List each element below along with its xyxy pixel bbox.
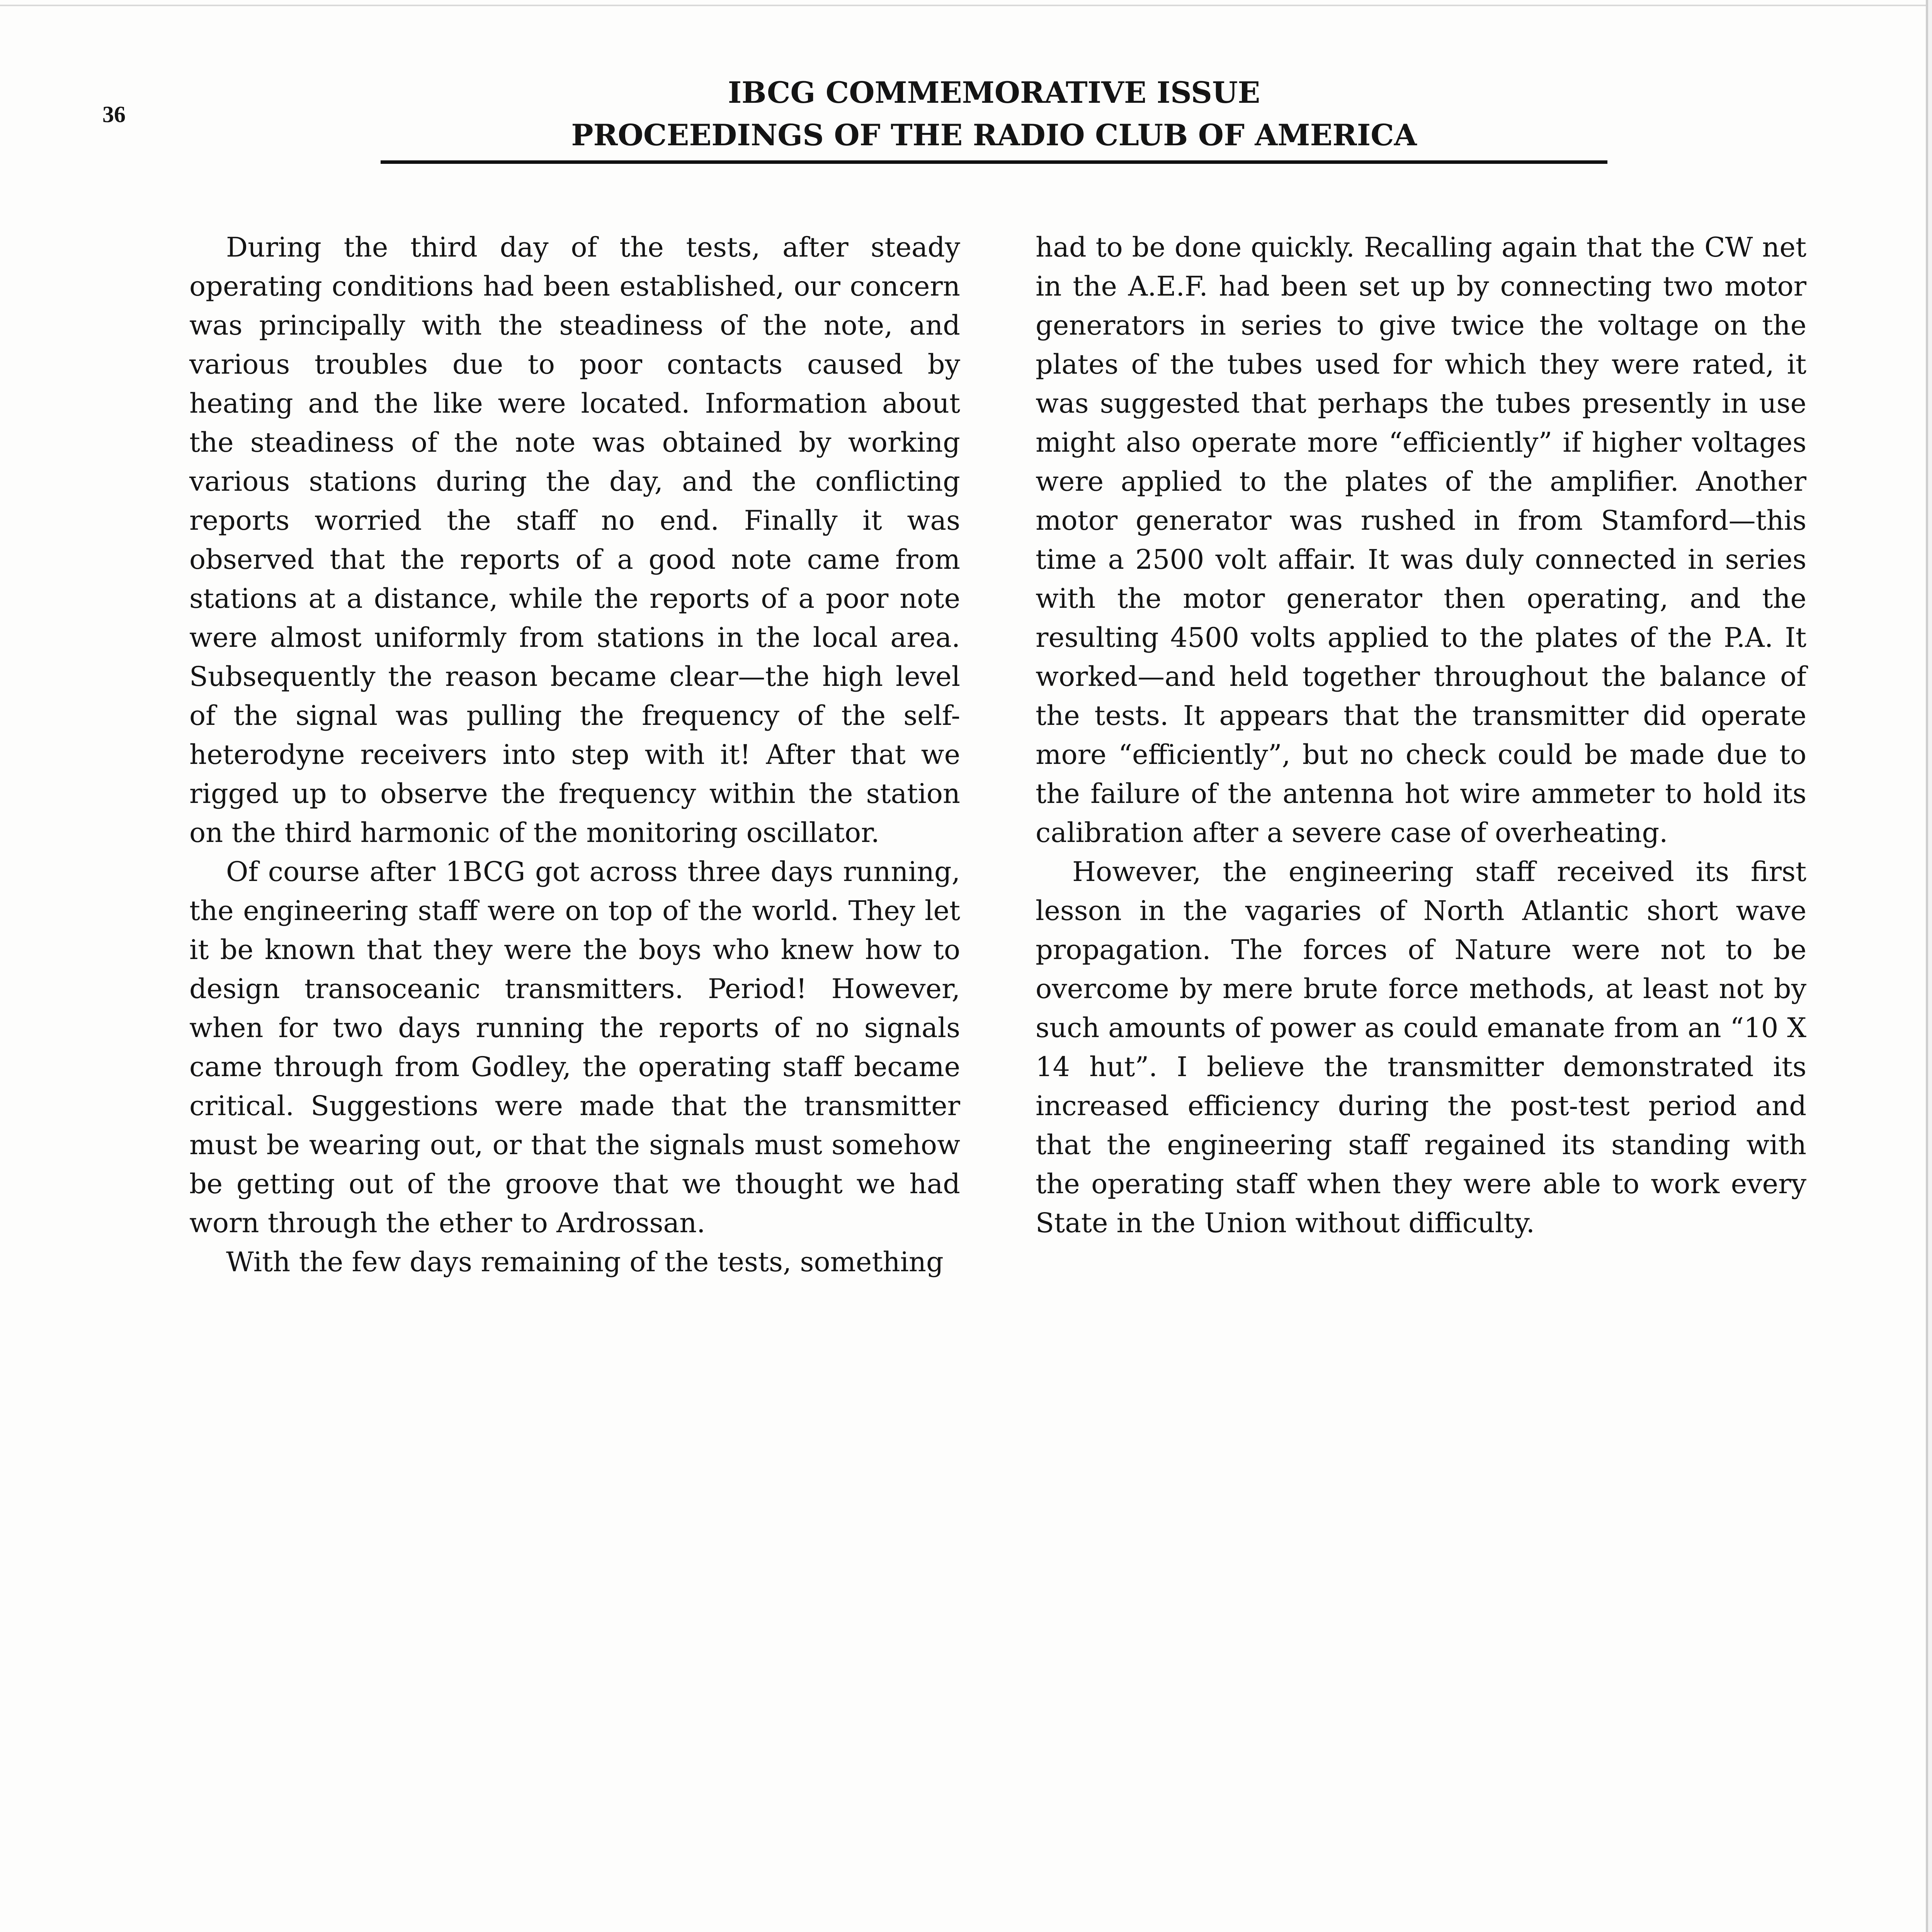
paragraph: had to be done quickly. Recalling again that the CW net in the A.E.F. had been set up by connecting two motor generators in series to give twice the voltage on the plates of the tubes used for which they were rated, it was suggested that perhaps the tubes presently in use might also operate more “efficiently” if higher voltages were applied to the plates of the amplifier. Another motor generator was rushed in from Stamford—this time a 2500 volt affair. It was duly connected in series with the motor generator then operating, and the resulting 4500 volts applied to the plates of the P.A. It worked—and held together throughout the balance of the tests. It appears that the transmitter did operate more “efficiently”, but no check could be made due to the failure of the antenna hot wire ammeter to hold its calibration after a severe case of overheating. [1036,231,1806,849]
right-column [1036,228,1806,1243]
paragraph: Of course after 1BCG got across three days running, the engineering staff were on top of the world. They let it be known that they were the boys who knew how to design transoceanic transmitters. Period! However, when for two days running the reports of no signals came through from Godley, the operating staff became critical. Suggestions were made that the transmitter must be wearing out, or that the signals must somehow be getting out of the groove that we thought we had worn through the ether to Ardrossan. [189,856,960,1239]
page-number: 36 [102,102,126,127]
paragraph: With the few days remaining of the tests, something [226,1246,944,1278]
paragraph: During the third day of the tests, after steady operating conditions had been established, our concern was principally with the steadiness of the note, and various troubles due to poor contacts caused by heating and the like were located. Information about the steadiness of the note was obtained by working various stations during the day, and the conflicting reports worried the staff no end. Finally it was observed that the reports of a good note came from stations at a distance, while the reports of a poor note were almost uniformly from stations in the local area. Subsequently the reason became clear—the high level of the signal was pulling the frequency of the self-heterodyne receivers into step with it! After that we rigged up to observe the frequency within the station on the third harmonic of the monitoring oscillator. [189,231,960,849]
header-title-line1: IBCG COMMEMORATIVE ISSUE [728,75,1260,110]
header-rule [381,160,1607,164]
scan-right-edge [1926,0,1932,1932]
scan-top-edge [0,5,1932,6]
page-header [381,71,1607,156]
paragraph: However, the engineering staff received its first lesson in the vagaries of North Atlantic short wave propagation. The forces of Nature were not to be overcome by mere brute force methods, at least not by such amounts of power as could emanate from an “10 X 14 hut”. I believe the transmitter demonstrated its increased efficiency during the post-test period and that the engineering staff regained its standing with the operating staff when they were able to work every State in the Union without difficulty. [1036,856,1806,1239]
header-title-line2: PROCEEDINGS OF THE RADIO CLUB OF AMERICA [571,118,1417,152]
left-column [189,228,960,1282]
